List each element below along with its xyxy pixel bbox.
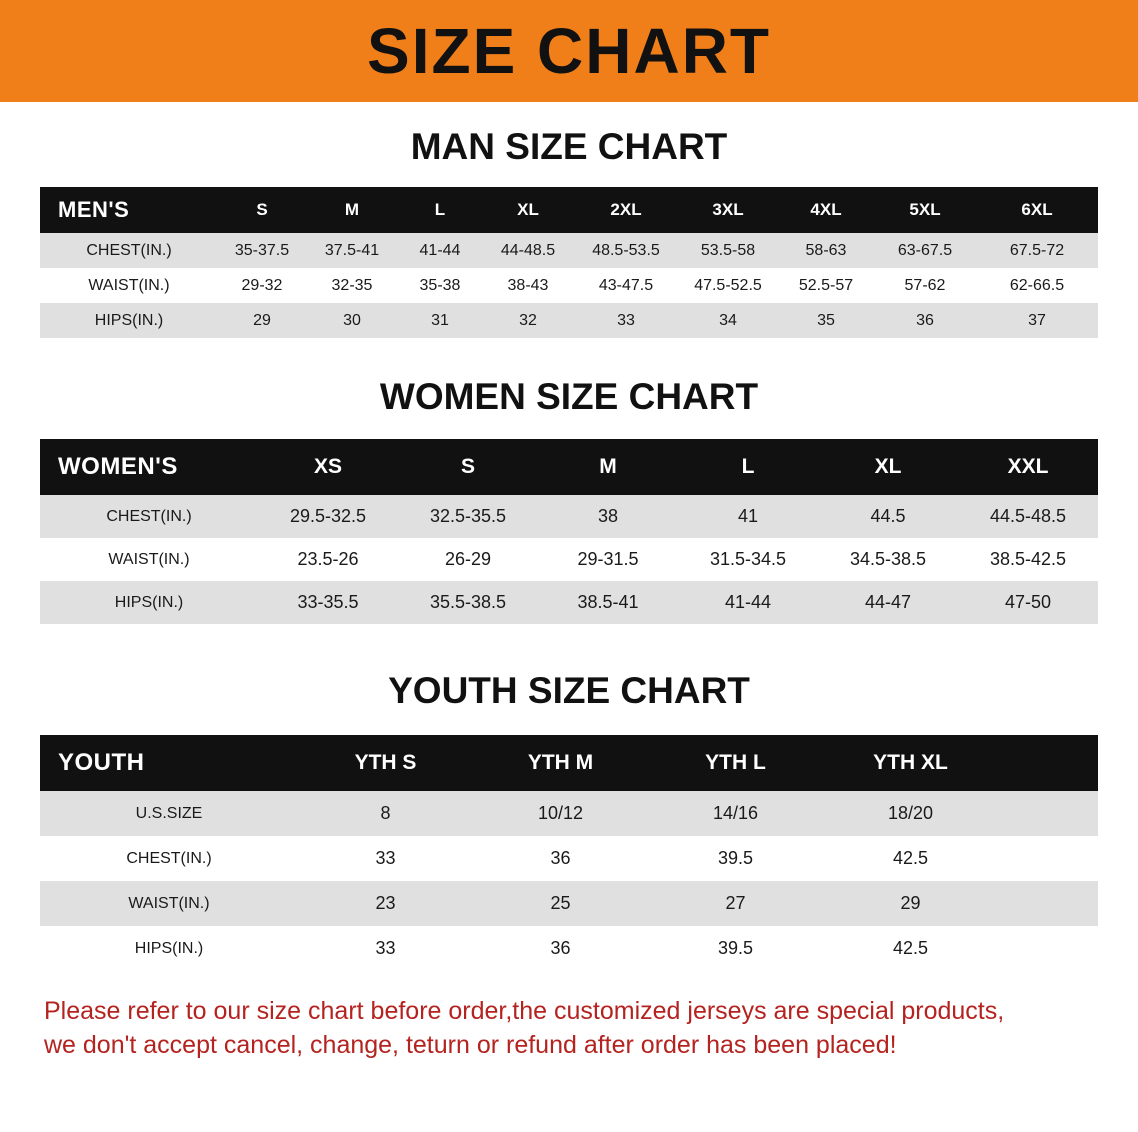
youth-size-header: YTH S: [298, 735, 473, 791]
table-cell-spacer: [998, 791, 1098, 836]
table-cell-spacer: [998, 881, 1098, 926]
table-cell: 38.5-42.5: [958, 538, 1098, 581]
table-cell: 26-29: [398, 538, 538, 581]
size-chart-banner: [0, 0, 1138, 102]
man-size-header: L: [398, 187, 482, 233]
table-cell: 37: [976, 303, 1098, 338]
row-label: WAIST(IN.): [40, 538, 258, 581]
table-cell: 10/12: [473, 791, 648, 836]
table-cell: 41-44: [398, 233, 482, 268]
table-row: [40, 836, 1098, 881]
table-cell: 29.5-32.5: [258, 495, 398, 538]
youth-section-title: YOUTH SIZE CHART: [388, 670, 750, 711]
youth-size-table: [40, 735, 1098, 971]
table-header-row: [40, 735, 1098, 791]
table-cell: 23.5-26: [258, 538, 398, 581]
man-size-header: 6XL: [976, 187, 1098, 233]
youth-header-spacer: [998, 735, 1098, 791]
note-line-1: Please refer to our size chart before order,the customized jerseys are special products,: [44, 997, 1005, 1025]
order-policy-note: [40, 995, 1098, 1063]
table-cell: 63-67.5: [874, 233, 976, 268]
row-label: CHEST(IN.): [40, 233, 218, 268]
women-size-header: XL: [818, 439, 958, 495]
table-row: [40, 495, 1098, 538]
table-cell: 36: [874, 303, 976, 338]
table-row: [40, 303, 1098, 338]
table-cell: 33: [574, 303, 678, 338]
women-corner-label: WOMEN'S: [40, 439, 258, 495]
table-cell: 29: [823, 881, 998, 926]
table-cell: 8: [298, 791, 473, 836]
youth-size-header: YTH L: [648, 735, 823, 791]
man-size-header: 5XL: [874, 187, 976, 233]
table-cell: 47-50: [958, 581, 1098, 624]
women-section-title: WOMEN SIZE CHART: [379, 376, 759, 417]
table-cell: 39.5: [648, 836, 823, 881]
man-size-table: [40, 187, 1098, 338]
youth-size-header: YTH M: [473, 735, 648, 791]
table-cell: 32-35: [306, 268, 398, 303]
table-cell: 33: [298, 926, 473, 971]
man-size-header: M: [306, 187, 398, 233]
row-label: CHEST(IN.): [40, 836, 298, 881]
table-cell: 52.5-57: [778, 268, 874, 303]
table-cell: 48.5-53.5: [574, 233, 678, 268]
table-row: [40, 791, 1098, 836]
man-size-header: 4XL: [778, 187, 874, 233]
row-label: U.S.SIZE: [40, 791, 298, 836]
table-header-row: [40, 187, 1098, 233]
table-cell: 30: [306, 303, 398, 338]
table-cell: 44.5-48.5: [958, 495, 1098, 538]
table-cell: 53.5-58: [678, 233, 778, 268]
table-cell: 41-44: [678, 581, 818, 624]
table-cell: 47.5-52.5: [678, 268, 778, 303]
table-cell: 29: [218, 303, 306, 338]
table-row: [40, 538, 1098, 581]
row-label: WAIST(IN.): [40, 268, 218, 303]
row-label: HIPS(IN.): [40, 581, 258, 624]
table-cell: 38.5-41: [538, 581, 678, 624]
table-cell: 42.5: [823, 836, 998, 881]
table-cell: 44-48.5: [482, 233, 574, 268]
table-cell: 14/16: [648, 791, 823, 836]
table-cell: 25: [473, 881, 648, 926]
table-cell: 29-31.5: [538, 538, 678, 581]
note-line-2: we don't accept cancel, change, teturn or refund after order has been placed!: [44, 1030, 897, 1059]
row-label: CHEST(IN.): [40, 495, 258, 538]
table-header-row: [40, 439, 1098, 495]
row-label: HIPS(IN.): [40, 303, 218, 338]
table-cell: 33: [298, 836, 473, 881]
table-cell: 44-47: [818, 581, 958, 624]
youth-size-header: YTH XL: [823, 735, 998, 791]
table-row: [40, 581, 1098, 624]
table-cell: 42.5: [823, 926, 998, 971]
women-size-header: XXL: [958, 439, 1098, 495]
table-cell: 23: [298, 881, 473, 926]
table-cell: 31.5-34.5: [678, 538, 818, 581]
table-cell: 32: [482, 303, 574, 338]
table-cell: 36: [473, 836, 648, 881]
table-cell: 34.5-38.5: [818, 538, 958, 581]
table-cell: 43-47.5: [574, 268, 678, 303]
women-size-header: S: [398, 439, 538, 495]
table-cell: 62-66.5: [976, 268, 1098, 303]
table-cell: 67.5-72: [976, 233, 1098, 268]
man-size-header: XL: [482, 187, 574, 233]
row-label: WAIST(IN.): [40, 881, 298, 926]
man-section-title: MAN SIZE CHART: [410, 126, 728, 167]
table-cell: 38: [538, 495, 678, 538]
man-size-header: 2XL: [574, 187, 678, 233]
table-cell: 27: [648, 881, 823, 926]
women-size-header: M: [538, 439, 678, 495]
man-corner-label: MEN'S: [40, 187, 218, 233]
table-row: [40, 233, 1098, 268]
page-title: SIZE CHART: [367, 15, 771, 87]
table-cell: 29-32: [218, 268, 306, 303]
table-cell-spacer: [998, 926, 1098, 971]
table-cell: 18/20: [823, 791, 998, 836]
row-label: HIPS(IN.): [40, 926, 298, 971]
table-cell: 31: [398, 303, 482, 338]
table-cell: 36: [473, 926, 648, 971]
table-cell: 35: [778, 303, 874, 338]
youth-corner-label: YOUTH: [40, 735, 298, 791]
table-cell-spacer: [998, 836, 1098, 881]
table-row: [40, 881, 1098, 926]
table-cell: 58-63: [778, 233, 874, 268]
table-row: [40, 268, 1098, 303]
table-cell: 44.5: [818, 495, 958, 538]
table-cell: 38-43: [482, 268, 574, 303]
table-cell: 33-35.5: [258, 581, 398, 624]
table-cell: 57-62: [874, 268, 976, 303]
women-size-table: [40, 439, 1098, 624]
women-size-header: XS: [258, 439, 398, 495]
man-size-header: S: [218, 187, 306, 233]
table-cell: 41: [678, 495, 818, 538]
table-cell: 35.5-38.5: [398, 581, 538, 624]
table-cell: 37.5-41: [306, 233, 398, 268]
table-cell: 35-38: [398, 268, 482, 303]
table-row: [40, 926, 1098, 971]
women-size-header: L: [678, 439, 818, 495]
table-cell: 39.5: [648, 926, 823, 971]
table-cell: 34: [678, 303, 778, 338]
table-cell: 35-37.5: [218, 233, 306, 268]
table-cell: 32.5-35.5: [398, 495, 538, 538]
man-size-header: 3XL: [678, 187, 778, 233]
